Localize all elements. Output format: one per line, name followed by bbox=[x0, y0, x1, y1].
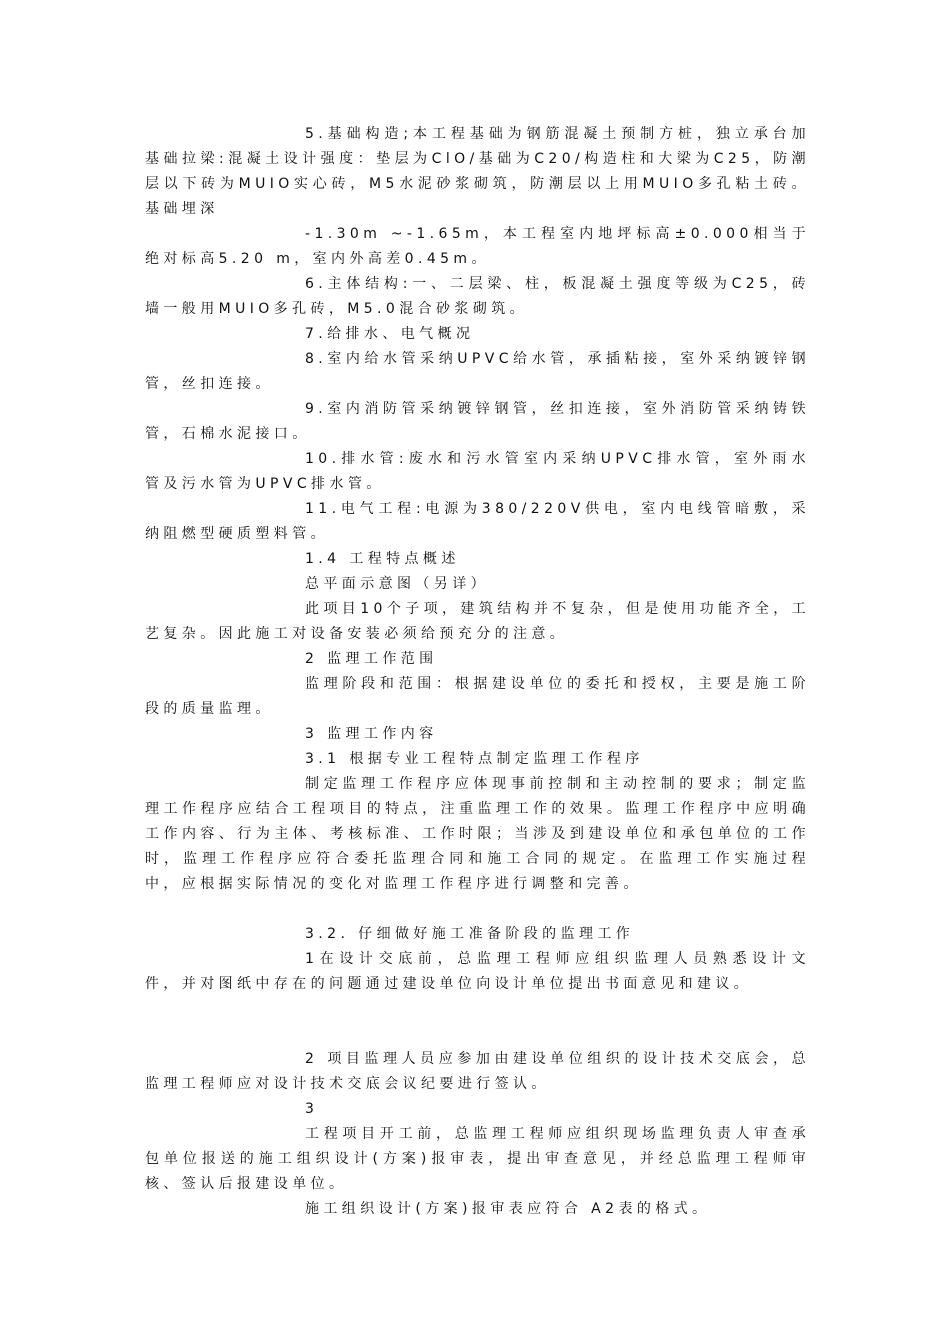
paragraph-drainage: 10.排水管:废水和污水管室内采纳UPVC排水管，室外雨水管及污水管为UPVC排水管。 bbox=[145, 451, 810, 492]
paragraph-foundation-structure: 5.基础构造;本工程基础为钢筋混凝土预制方桩，独立承台加基础拉梁:混凝土设计强度：垫层为ClO/基础为C20/构造柱和大梁为C25，防潮层以下砖为MUIO实心砖，M5水泥砂浆砌筑，防潮层以上用MUIO多孔粘土砖。基础埋深 bbox=[145, 126, 810, 217]
heading-work-procedure: 3.1 根据专业工程特点制定监理工作程序 bbox=[305, 751, 644, 767]
paragraph-work-procedure: 制定监理工作程序应体现事前控制和主动控制的要求；制定监理工作程序应结合工程项目的特点，注重监理工作的效果。监理工作程序中应明确工作内容、行为主体、考核标准、工作时限；当涉及到建设单位和承包单位的工作时，监理工作程序应符合委托监理合同和施工合同的规定。在监理工作实施过程中，应根据实际情况的变化对监理工作程序进行调整和完善。 bbox=[145, 776, 810, 892]
heading-water-electric: 7.给排水、电气概况 bbox=[305, 326, 475, 342]
paragraph-elevation: -1.30m ~-1.65m，本工程室内地坪标高±0.000相当于绝对标高5.20 m，室内外高差0.45m。 bbox=[145, 226, 810, 267]
paragraph-construction-plan: 工程项目开工前，总监理工程师应组织现场监理负责人审查承包单位报送的施工组织设计(方案)报审表，提出审查意见，并经总监理工程师审核、签认后报建设单位。 bbox=[145, 1126, 810, 1192]
paragraph-main-structure: 6.主体结构:一、二层梁、柱，板混凝土强度等级为C25，砖墙一般用MUIO多孔砖，M5.0混合砂浆砌筑。 bbox=[145, 276, 810, 317]
paragraph-plan-form: 施工组织设计(方案)报审表应符合 A2表的格式。 bbox=[305, 1201, 711, 1217]
paragraph-project-summary: 此项目10个子项，建筑结构并不复杂，但是使用功能齐全，工艺复杂。因此施工对设备安装必须给预充分的注意。 bbox=[145, 601, 811, 642]
paragraph-electrical: 11.电气工程:电源为380/220V供电，室内电线管暗敷，采纳阻燃型硬质塑料管。 bbox=[145, 501, 810, 542]
heading-project-features: 1.4 工程特点概述 bbox=[305, 551, 460, 567]
paragraph-item-number: 3 bbox=[305, 1101, 319, 1117]
heading-preparation-stage: 3.2. 仔细做好施工准备阶段的监理工作 bbox=[305, 926, 635, 942]
paragraph-supervision-scope: 监理阶段和范围：根据建设单位的委托和授权，主要是施工阶段的质量监理。 bbox=[145, 676, 810, 717]
paragraph-fire-pipe: 9.室内消防管采纳镀锌钢管，丝扣连接，室外消防管采纳铸铁管，石棉水泥接口。 bbox=[145, 401, 810, 442]
paragraph-design-disclosure: 1在设计交底前，总监理工程师应组织监理人员熟悉设计文件，并对图纸中存在的问题通过建设单位向设计单位提出书面意见和建议。 bbox=[145, 951, 810, 992]
paragraph-technical-meeting: 2 项目监理人员应参加由建设单位组织的设计技术交底会，总监理工程师应对设计技术交底会议纪要进行签认。 bbox=[145, 1051, 810, 1092]
heading-supervision-content: 3 监理工作内容 bbox=[305, 726, 438, 742]
heading-supervision-scope: 2 监理工作范围 bbox=[305, 651, 438, 667]
paragraph-water-supply: 8.室内给水管采纳UPVC给水管，承插粘接，室外采纳镀锌钢管，丝扣连接。 bbox=[145, 351, 810, 392]
heading-site-plan: 总平面示意图（另详） bbox=[305, 576, 489, 592]
